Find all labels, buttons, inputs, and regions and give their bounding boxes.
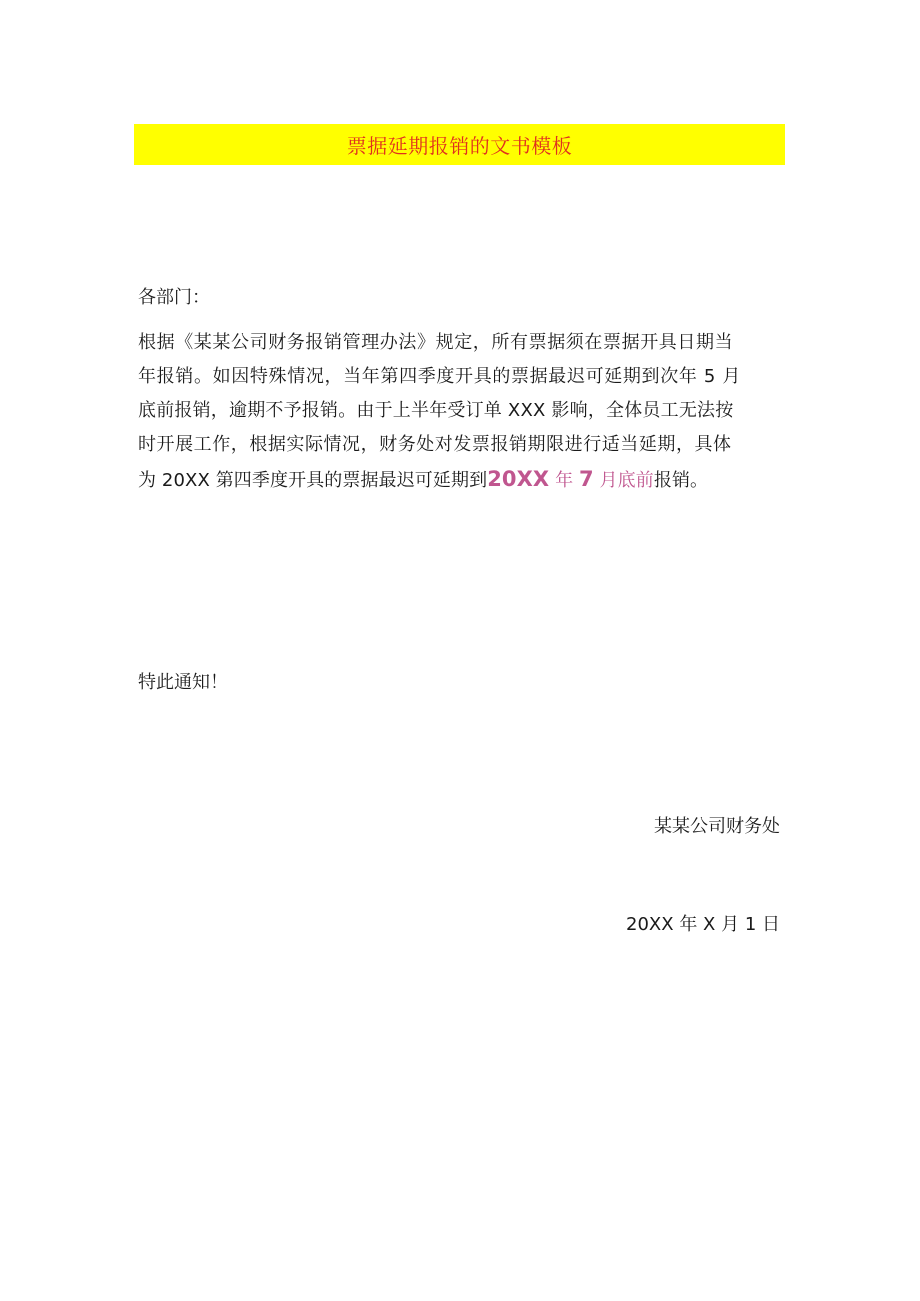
body-line-3: 底前报销，逾期不予报销。由于上半年受订单 XXX 影响，全体员工无法按 [138, 400, 734, 421]
signature: 某某公司财务处 [654, 816, 780, 837]
title-banner [134, 124, 785, 165]
body-line-5 [138, 462, 788, 496]
salutation: 各部门： [138, 287, 210, 308]
highlight-year: 20XX [487, 467, 550, 491]
highlight-deadline: 月底前 [599, 470, 654, 491]
body-line-1: 根据《某某公司财务报销管理办法》规定，所有票据须在票据开具日期当 [138, 332, 734, 353]
body-line-5-end: 报销。 [653, 470, 709, 491]
document-title: 票据延期报销的文书模板 [346, 134, 573, 158]
body-line-5-prefix: 为 20XX 第四季度开具的票据最迟可延期到 [138, 470, 488, 491]
closing-remark: 特此通知！ [138, 672, 228, 693]
body-paragraph [138, 326, 788, 496]
highlight-nian: 年 [555, 470, 574, 491]
document-date: 20XX 年 X 月 1 日 [626, 914, 780, 935]
body-line-4: 时开展工作，根据实际情况，财务处对发票报销期限进行适当延期，具体 [138, 434, 732, 455]
body-line-2: 年报销。如因特殊情况，当年第四季度开具的票据最迟可延期到次年 5 月 [138, 366, 741, 387]
highlight-month: 7 [579, 467, 594, 491]
